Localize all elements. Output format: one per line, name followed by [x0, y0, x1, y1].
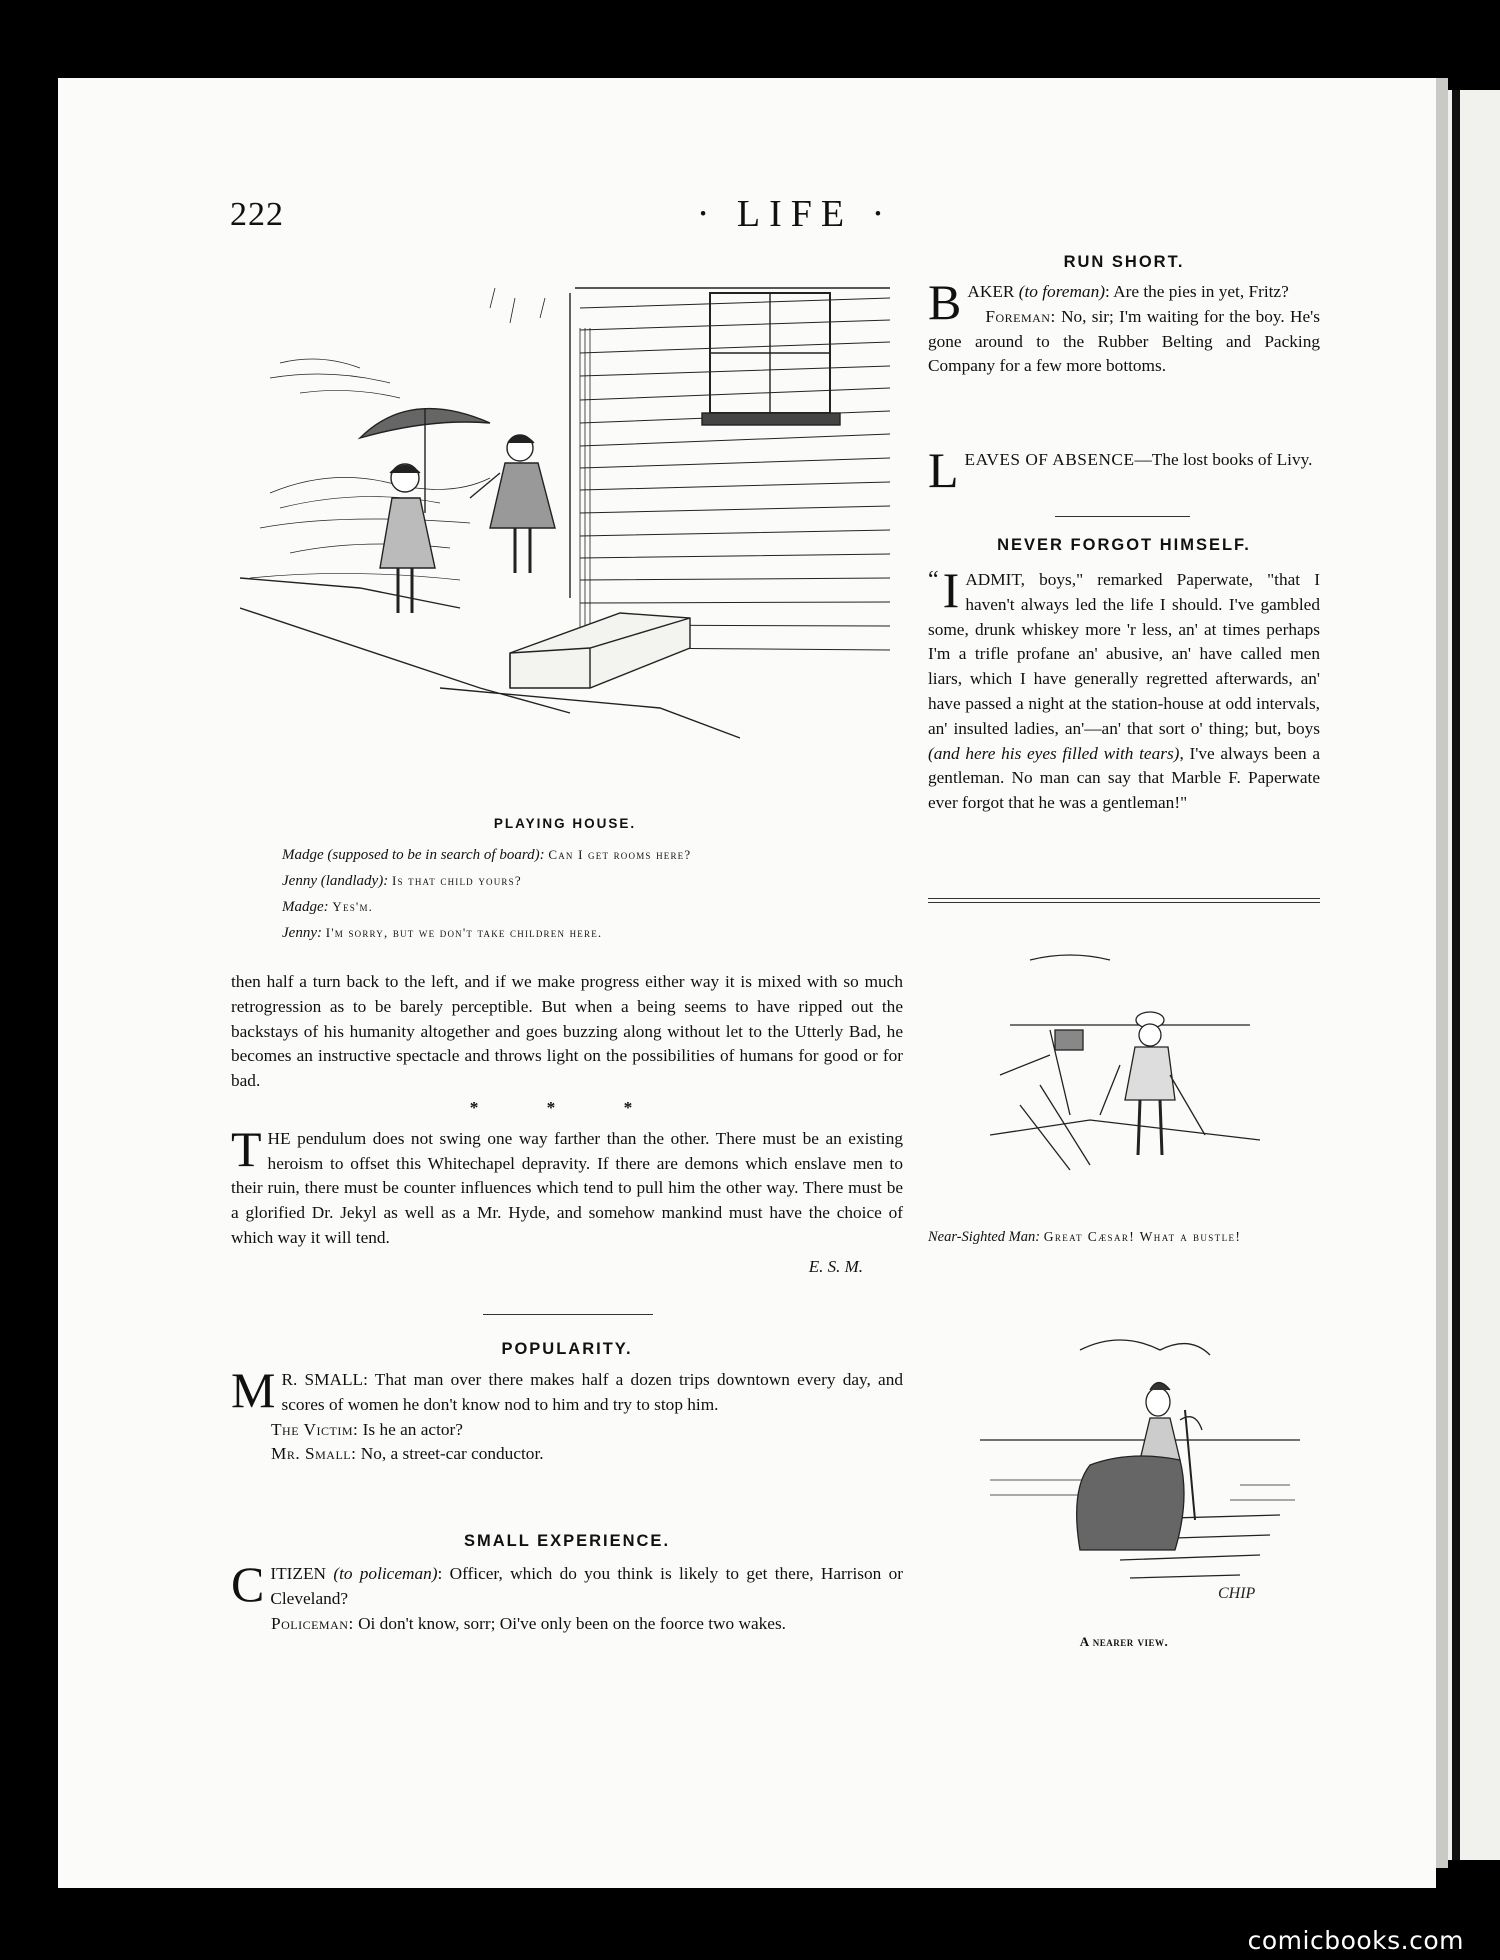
cartoon-2-caption: A nearer view. — [1079, 1634, 1169, 1649]
never-forgot-title: NEVER FORGOT HIMSELF. — [997, 536, 1251, 554]
small-experience-article: CITIZEN (to policeman): Officer, which do you think is likely to get there, Harrison or Cleveland? Policeman: Oi don't know, sorr; Oi've only been on the foorce two wakes. — [231, 1556, 903, 1633]
illustration-caption — [282, 842, 902, 946]
column-divider — [928, 898, 1320, 903]
open-quote: “ — [928, 567, 939, 593]
nearer-view-cartoon — [980, 1320, 1300, 1620]
section-divider — [1055, 516, 1190, 517]
illustration-title: PLAYING HOUSE. — [493, 816, 637, 831]
caption-line: Madge (supposed to be in search of board): Can I get rooms here? — [282, 847, 692, 863]
drop-cap: I — [942, 562, 960, 618]
playing-house-illustration — [240, 268, 890, 798]
section-divider — [483, 1314, 653, 1315]
drop-cap: M — [231, 1362, 276, 1418]
drop-cap: C — [231, 1556, 265, 1612]
cartoon-1-caption: Near-Sighted Man: Great Cæsar! What a bustle! — [928, 1229, 1242, 1245]
page-number: 222 — [230, 196, 284, 233]
caption-line: Madge: Yes'm. — [282, 899, 374, 915]
section-stars: * * * — [469, 1097, 665, 1117]
article-paragraph: then half a turn back to the left, and if we make progress either way it is mixed with so much retrogression as to be barely perceptible. But when a being seems to have ripped out the backstays of his humanity altogether and goes buzzing along without let to the Utterly Bad, he becomes an instructive spectacle and throws light on the possibilities of humans for good or for bad. — [231, 972, 903, 1091]
small-experience-title: SMALL EXPERIENCE. — [463, 1532, 671, 1550]
leaves-of-absence: LEAVES OF ABSENCE—The lost books of Livy. — [928, 442, 1313, 498]
near-sighted-man-cartoon — [990, 935, 1270, 1175]
drop-cap: L — [928, 442, 959, 498]
popularity-title: POPULARITY. — [501, 1340, 633, 1358]
artist-signature: CHIP — [1218, 1585, 1256, 1602]
run-short-article: BAKER (to foreman): Are the pies in yet, Fritz? Foreman: No, sir; I'm waiting for the boy. He's gone around to the Rubber Belting and Packing Company for a few more bottoms. — [928, 274, 1320, 376]
watermark: comicbooks.com — [1247, 1926, 1464, 1955]
magazine-title: · LIFE · — [696, 193, 894, 235]
page-edge — [1436, 78, 1448, 1868]
never-forgot-article: “ I ADMIT, boys," remarked Paperwate, "that I haven't always led the life I should. I've gambled some, drunk whiskey more 'r less, an' at times perhaps I'm a trifle profane an' abusive, an' have called men liars, which I have generally regretted afterwards, an' have passed a night at the station-house at odd intervals, an' insulted ladies, an'—an' that sort o' thing; but, boys (and here his eyes filled with tears), I've always been a gentleman. No man can say that Marble F. Paperwate ever forgot that he was a gentleman!" — [928, 562, 1321, 813]
left-column — [231, 970, 903, 1280]
popularity-article: M R. SMALL: That man over there makes half a dozen trips downtown every day, and scores of women he don't know nod to him and try to stop him. The Victim: Is he an actor? Mr. Small: No, a street-car conductor. — [231, 1362, 903, 1464]
run-short-title: RUN SHORT. — [1063, 253, 1185, 271]
drop-cap: T — [231, 1120, 262, 1177]
article-paragraph: THE pendulum does not swing one way farther than the other. There must be an existing heroism to offset this Whitechapel depravity. If there are demons which enslave men to their ruin, there must be counter influences which tend to pull him the other way. There must be a glorified Dr. Jekyl as well as a Mr. Hyde, and somehow mankind must have the choice of which way it will tend. — [231, 1120, 903, 1247]
caption-line: Jenny (landlady): Is that child yours? — [282, 873, 522, 889]
author-signature: E. S. M. — [808, 1256, 863, 1276]
drop-cap: B — [928, 274, 962, 330]
caption-line: Jenny: I'm sorry, but we don't take children here. — [282, 925, 603, 941]
binding-shadow — [1452, 90, 1460, 1860]
